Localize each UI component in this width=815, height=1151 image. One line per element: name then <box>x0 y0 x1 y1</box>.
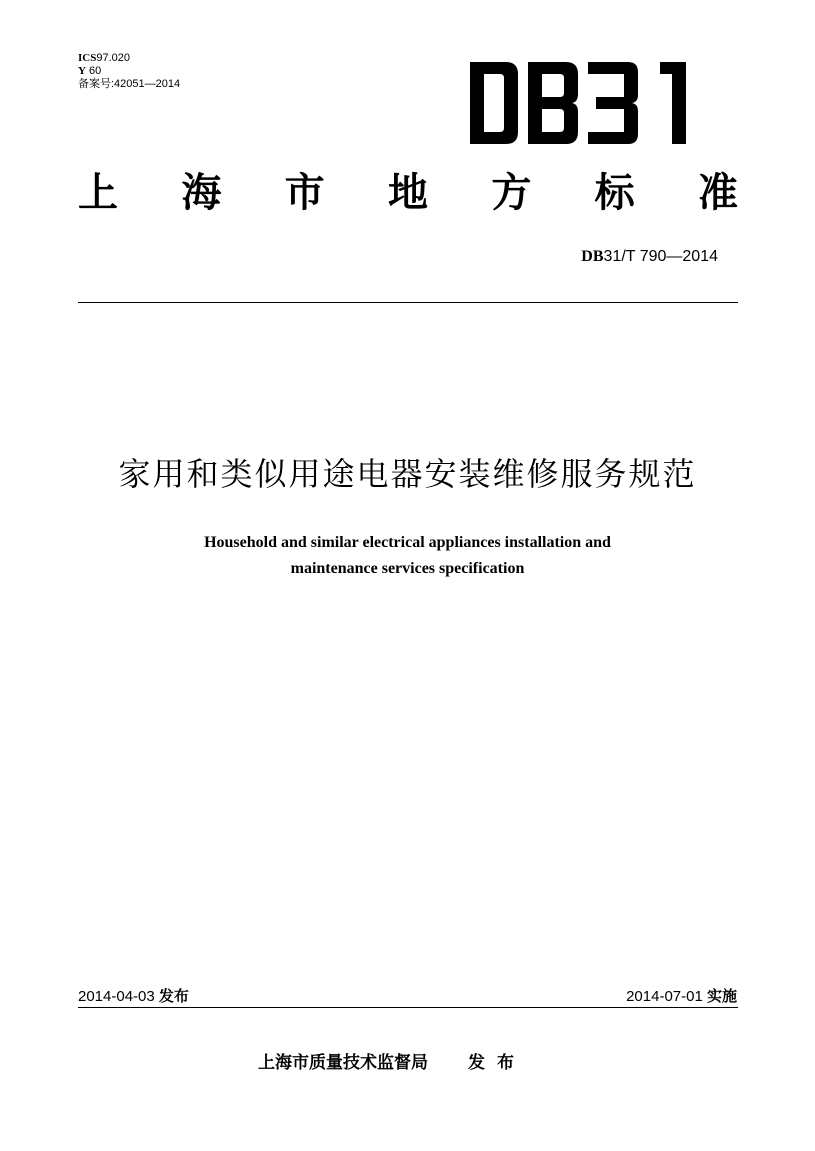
english-title-line-2: maintenance services specification <box>290 560 525 577</box>
implement-date-value: 2014-07-01 <box>626 988 703 1005</box>
db31-logo <box>470 62 692 144</box>
title-char: 准 <box>697 170 738 216</box>
implement-date <box>626 985 737 1006</box>
standard-type-title <box>78 168 738 218</box>
title-char: 地 <box>387 170 428 216</box>
title-char: 市 <box>284 170 325 216</box>
standard-number-prefix: DB <box>581 248 604 265</box>
publish-label: 发布 <box>158 987 189 1005</box>
title-char: 上 <box>78 170 118 216</box>
issuing-authority <box>258 1048 526 1073</box>
standard-number-rest: 31/T 790—2014 <box>603 248 718 265</box>
record-number: 备案号:42051—2014 <box>78 78 181 90</box>
issuer-action: 发布 <box>468 1053 526 1073</box>
title-char: 海 <box>181 170 222 216</box>
english-title-line-1: Household and similar electrical appliances installation and <box>204 534 611 551</box>
document-title-english <box>0 530 815 582</box>
title-char: 方 <box>491 170 532 216</box>
ics-label: ICS <box>78 52 97 64</box>
ics-line <box>78 52 180 65</box>
class-code: 60 <box>85 65 102 77</box>
title-char: 标 <box>594 170 635 216</box>
standard-metadata <box>78 52 180 91</box>
publish-date <box>78 985 189 1006</box>
class-line <box>78 65 180 78</box>
publish-date-value: 2014-04-03 <box>78 988 155 1005</box>
ics-code: 97.020 <box>96 52 130 64</box>
implement-label: 实施 <box>706 987 737 1005</box>
class-letter: Y <box>78 65 86 77</box>
top-divider <box>78 302 738 303</box>
standard-number <box>581 248 718 266</box>
document-title-chinese: 家用和类似用途电器安装维修服务规范 <box>118 455 697 493</box>
issuer-name: 上海市质量技术监督局 <box>258 1053 428 1073</box>
bottom-divider <box>78 1007 738 1008</box>
